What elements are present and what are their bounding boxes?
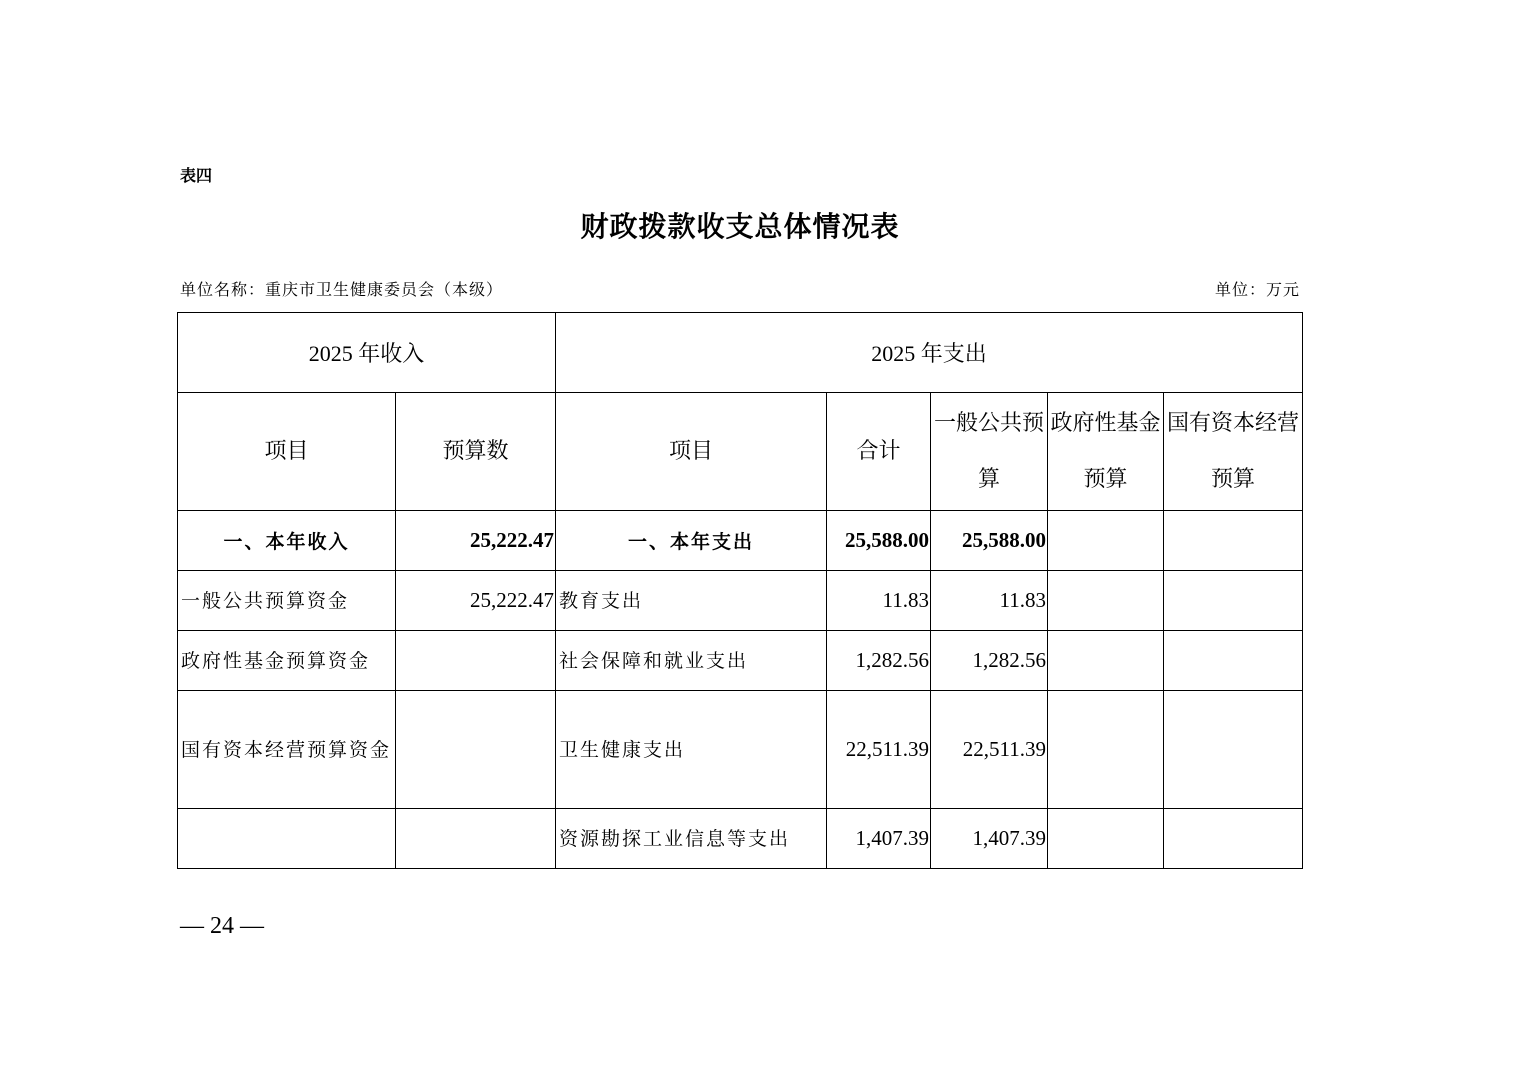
total-cell: 1,282.56 <box>827 631 931 691</box>
gov-fund-cell <box>1048 571 1164 631</box>
general-public-cell: 25,588.00 <box>931 511 1048 571</box>
expense-item-header: 项目 <box>556 393 827 511</box>
general-public-cell: 1,407.39 <box>931 809 1048 869</box>
gov-fund-header: 政府性基金预算 <box>1048 393 1164 511</box>
budget-table <box>177 312 1303 869</box>
general-public-cell: 22,511.39 <box>931 691 1048 809</box>
state-capital-cell <box>1164 631 1303 691</box>
page-number: — 24 — <box>180 913 264 939</box>
expense-period-header: 2025 年支出 <box>556 313 1303 393</box>
income-period-header: 2025 年收入 <box>178 313 556 393</box>
total-header: 合计 <box>827 393 931 511</box>
table-row <box>178 511 1303 571</box>
expense-item-cell: 教育支出 <box>556 571 827 631</box>
expense-item-cell: 一、本年支出 <box>556 511 827 571</box>
general-public-cell: 1,282.56 <box>931 631 1048 691</box>
total-cell: 25,588.00 <box>827 511 931 571</box>
unit-label: 单位：万元 <box>1214 280 1300 299</box>
general-public-header: 一般公共预算 <box>931 393 1048 511</box>
expense-item-cell: 资源勘探工业信息等支出 <box>556 809 827 869</box>
table-row <box>178 631 1303 691</box>
budget-amount-cell: 25,222.47 <box>396 511 556 571</box>
page-title: 财政拨款收支总体情况表 <box>580 210 900 243</box>
total-cell: 22,511.39 <box>827 691 931 809</box>
state-capital-header: 国有资本经营预算 <box>1164 393 1303 511</box>
unit-name: 单位名称：重庆市卫生健康委员会（本级） <box>180 280 504 299</box>
budget-amount-cell <box>396 631 556 691</box>
budget-amount-cell: 25,222.47 <box>396 571 556 631</box>
income-item-cell: 一、本年收入 <box>178 511 396 571</box>
total-cell: 1,407.39 <box>827 809 931 869</box>
total-cell: 11.83 <box>827 571 931 631</box>
table-row <box>178 571 1303 631</box>
table-row <box>178 691 1303 809</box>
gov-fund-cell <box>1048 511 1164 571</box>
budget-amount-header: 预算数 <box>396 393 556 511</box>
state-capital-cell <box>1164 809 1303 869</box>
income-item-header: 项目 <box>178 393 396 511</box>
column-header-row <box>178 393 1303 511</box>
period-header-row <box>178 313 1303 393</box>
income-item-cell: 一般公共预算资金 <box>178 571 396 631</box>
gov-fund-cell <box>1048 809 1164 869</box>
table-row <box>178 809 1303 869</box>
state-capital-cell <box>1164 691 1303 809</box>
income-item-cell: 国有资本经营预算资金 <box>178 691 396 809</box>
expense-item-cell: 社会保障和就业支出 <box>556 631 827 691</box>
state-capital-cell <box>1164 511 1303 571</box>
income-item-cell <box>178 809 396 869</box>
expense-item-cell: 卫生健康支出 <box>556 691 827 809</box>
budget-amount-cell <box>396 691 556 809</box>
gov-fund-cell <box>1048 691 1164 809</box>
budget-amount-cell <box>396 809 556 869</box>
table-label: 表四 <box>180 166 213 185</box>
general-public-cell: 11.83 <box>931 571 1048 631</box>
gov-fund-cell <box>1048 631 1164 691</box>
state-capital-cell <box>1164 571 1303 631</box>
income-item-cell: 政府性基金预算资金 <box>178 631 396 691</box>
